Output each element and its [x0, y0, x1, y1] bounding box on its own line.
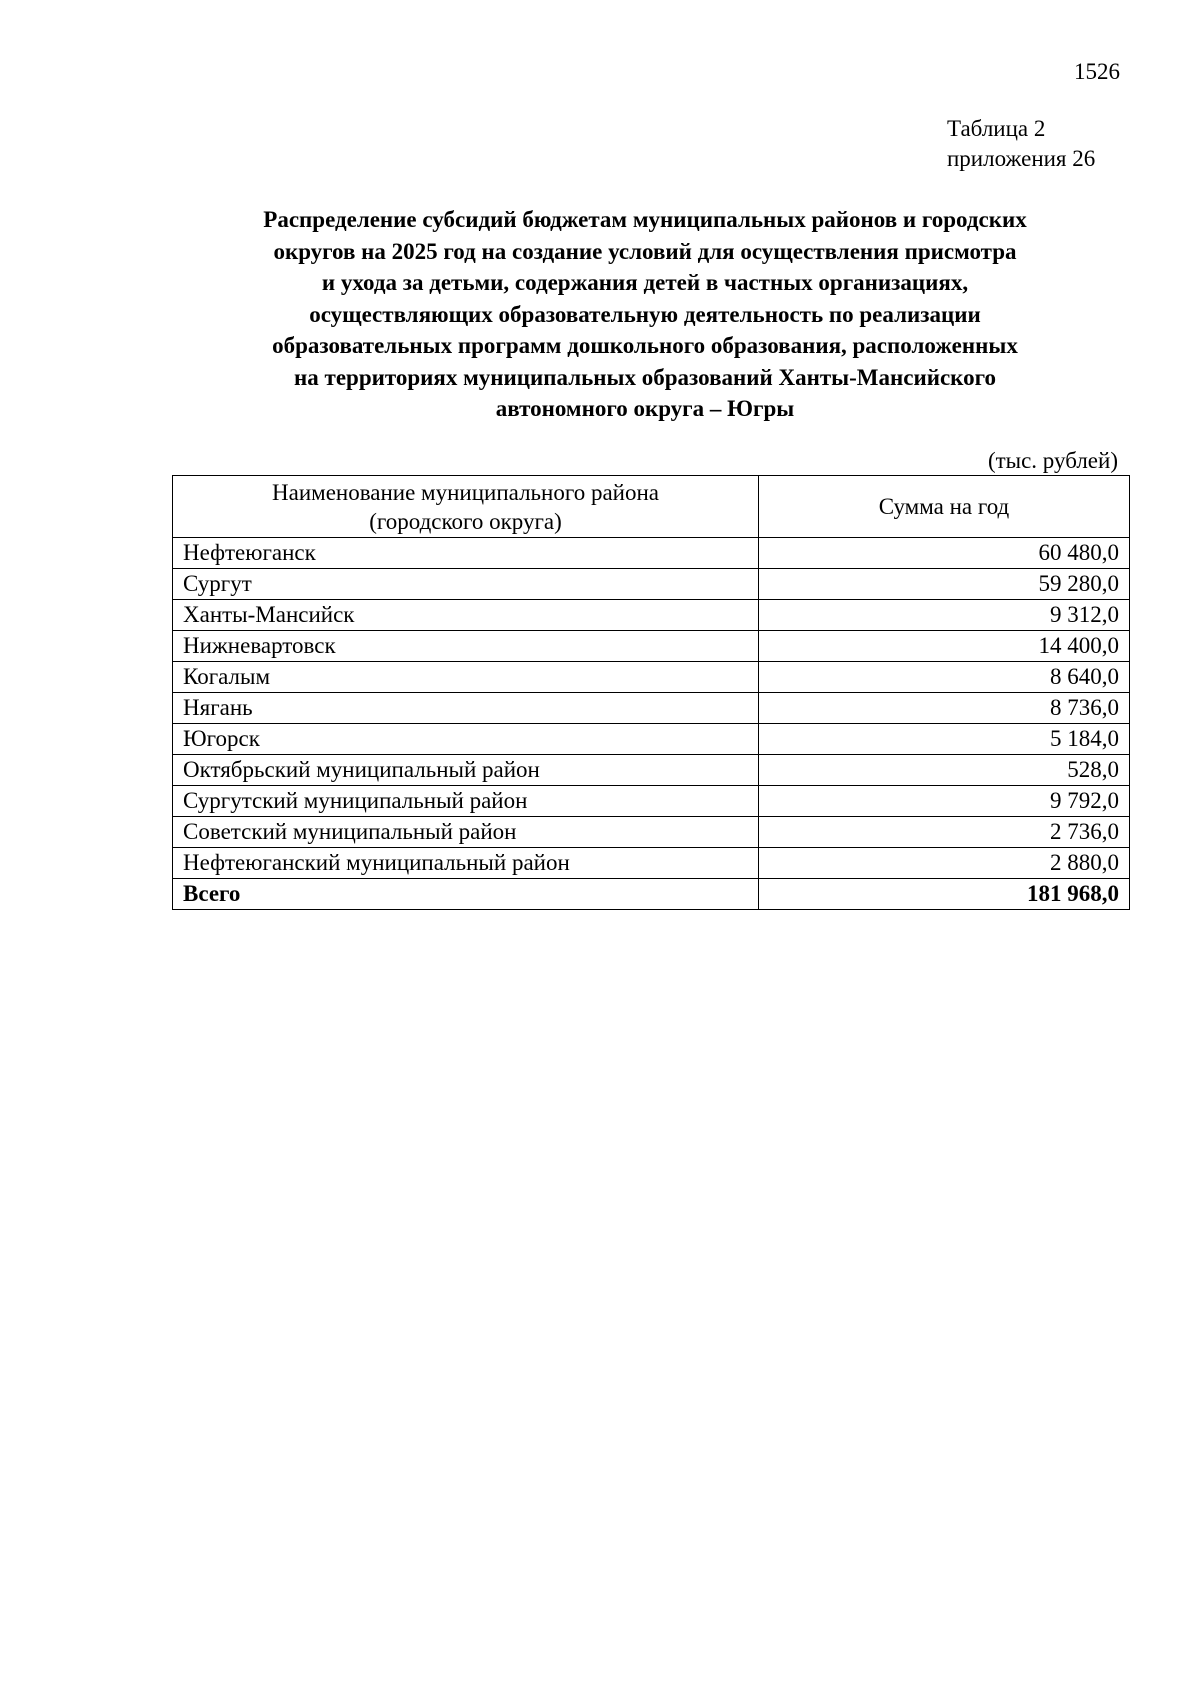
amount-cell: 60 480,0	[759, 538, 1130, 569]
table-row	[173, 693, 1130, 724]
municipality-cell: Сургутский муниципальный район	[173, 786, 759, 817]
header-municipality-line1: Наименование муниципального района	[272, 479, 659, 505]
amount-cell: 8 640,0	[759, 662, 1130, 693]
table-row	[173, 538, 1130, 569]
municipality-cell: Когалым	[173, 662, 759, 693]
municipality-cell: Нягань	[173, 693, 759, 724]
table-row	[173, 569, 1130, 600]
amount-cell: 9 312,0	[759, 600, 1130, 631]
municipality-cell: Нефтеюганский муниципальный район	[173, 848, 759, 879]
table-row	[173, 848, 1130, 879]
amount-cell: 59 280,0	[759, 569, 1130, 600]
title-line: осуществляющих образовательную деятельность по реализации	[309, 301, 981, 327]
municipality-cell: Советский муниципальный район	[173, 817, 759, 848]
table-reference-line: Таблица 2	[947, 116, 1046, 141]
municipality-cell: Ханты-Мансийск	[173, 600, 759, 631]
amount-cell: 9 792,0	[759, 786, 1130, 817]
amount-cell: 5 184,0	[759, 724, 1130, 755]
header-municipality-line2: (городского округа)	[369, 508, 562, 534]
table-row	[173, 755, 1130, 786]
title-line: образовательных программ дошкольного образования, расположенных	[272, 333, 1018, 358]
municipality-cell: Нижневартовск	[173, 631, 759, 662]
table-reference	[947, 114, 1095, 174]
municipality-cell: Нефтеюганск	[173, 538, 759, 569]
subsidy-table	[172, 475, 1130, 910]
title-line: и ухода за детьми, содержания детей в частных организациях,	[321, 270, 969, 295]
amount-cell: 8 736,0	[759, 693, 1130, 724]
municipality-cell: Октябрьский муниципальный район	[173, 755, 759, 786]
table-row	[173, 600, 1130, 631]
total-amount: 181 968,0	[759, 879, 1130, 910]
table-row	[173, 662, 1130, 693]
title-line: Распределение субсидий бюджетам муниципальных районов и городских	[263, 207, 1027, 232]
page-number: 1526	[1074, 59, 1120, 84]
table-row	[173, 724, 1130, 755]
municipality-cell: Югорск	[173, 724, 759, 755]
table-row	[173, 786, 1130, 817]
municipality-cell: Сургут	[173, 569, 759, 600]
total-label: Всего	[173, 879, 759, 910]
amount-cell: 2 880,0	[759, 848, 1130, 879]
header-amount: Сумма на год	[759, 476, 1130, 538]
amount-cell: 2 736,0	[759, 817, 1130, 848]
table-reference-line: приложения 26	[947, 146, 1096, 171]
units-label: (тыс. рублей)	[987, 448, 1118, 473]
title-line: округов на 2025 год на создание условий для осуществления присмотра	[273, 238, 1017, 264]
title-line: на территориях муниципальных образований Ханты-Мансийского	[294, 364, 996, 390]
amount-cell: 528,0	[759, 755, 1130, 786]
amount-cell: 14 400,0	[759, 631, 1130, 662]
table-header-row	[173, 476, 1130, 538]
document-title	[172, 204, 1118, 425]
table-row	[173, 631, 1130, 662]
header-municipality	[173, 476, 759, 538]
table-row	[173, 817, 1130, 848]
total-row	[173, 879, 1130, 910]
title-line: автономного округа – Югры	[495, 396, 795, 421]
